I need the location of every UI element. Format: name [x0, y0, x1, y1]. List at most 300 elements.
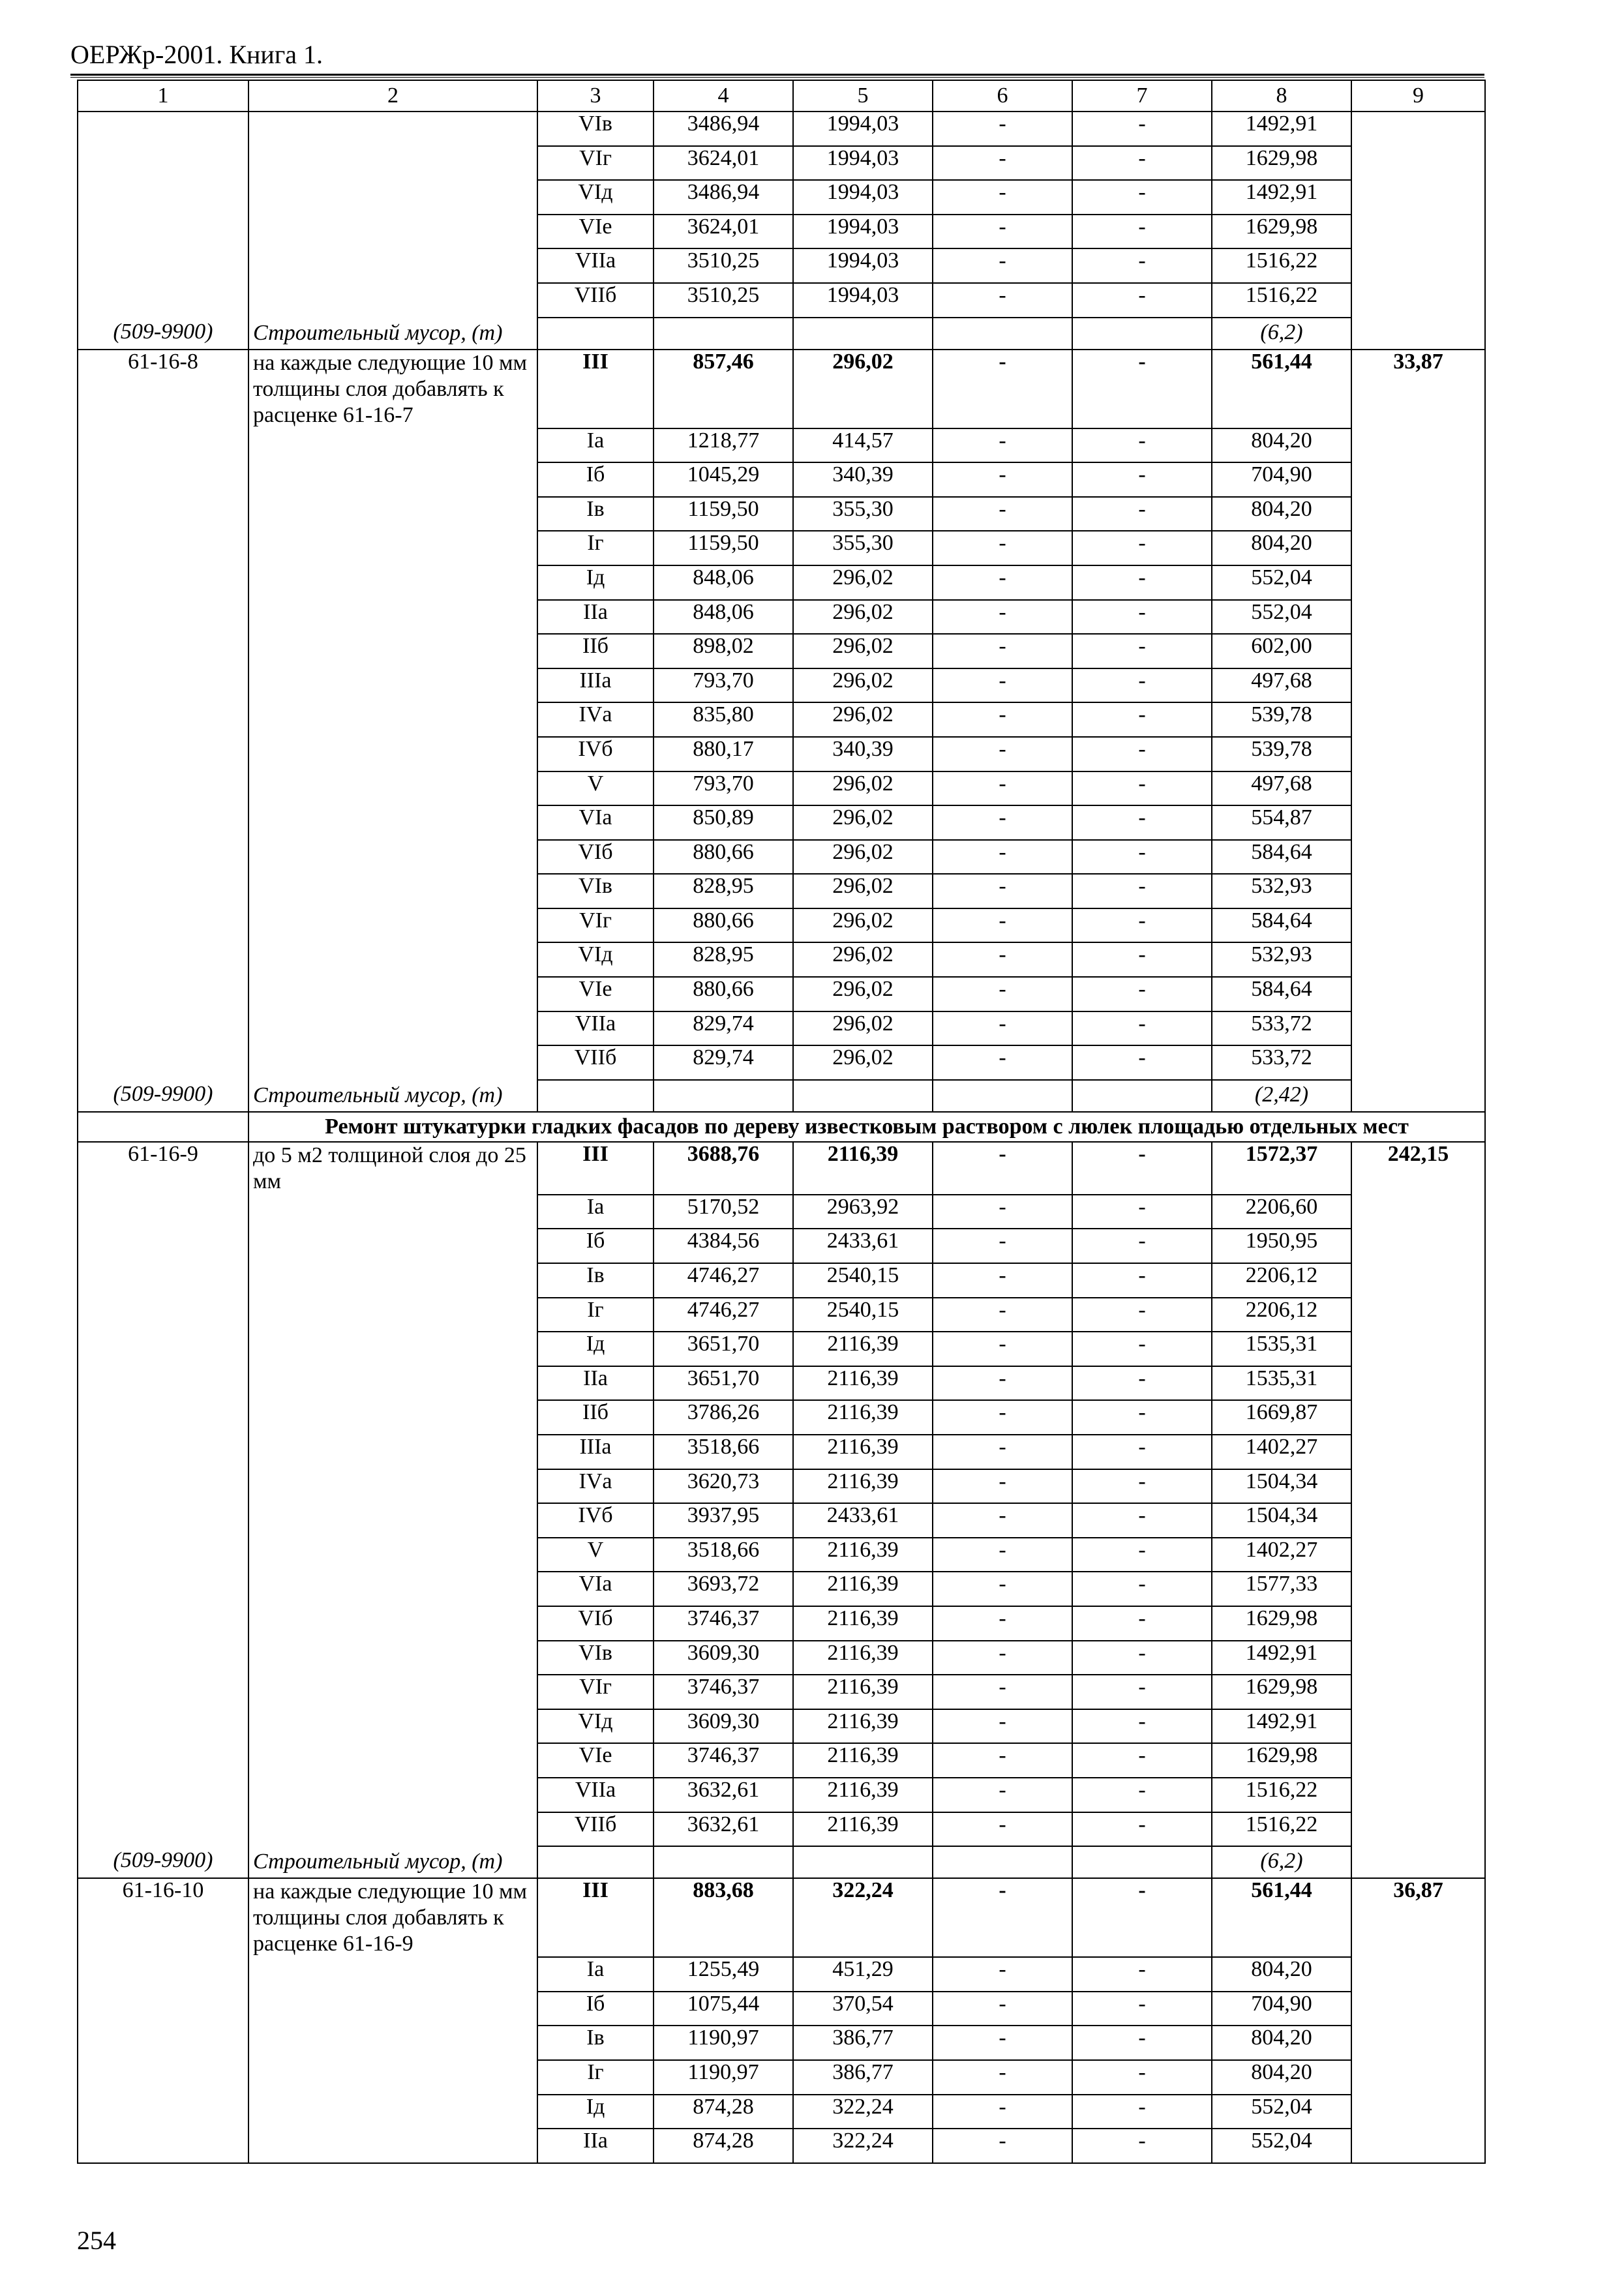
cell-col-8: 2206,12 [1212, 1298, 1351, 1332]
col9-value [1351, 1572, 1485, 1606]
rate-description [248, 2129, 537, 2163]
cell-col-8: 2206,12 [1212, 1263, 1351, 1298]
cell-col-5: 340,39 [793, 462, 933, 497]
rate-description [248, 771, 537, 806]
cell-col-4: 3651,70 [654, 1366, 793, 1401]
rate-description [248, 1538, 537, 1572]
table-row [78, 1011, 1485, 1046]
column-header-9: 9 [1351, 80, 1485, 112]
cell-col-5: 322,24 [793, 2095, 933, 2129]
cell-col-8: 1402,27 [1212, 1538, 1351, 1572]
col9-value [1351, 1641, 1485, 1675]
rate-description [248, 180, 537, 215]
cell-col-4: 3518,66 [654, 1435, 793, 1469]
table-row [78, 146, 1485, 181]
column-header-8: 8 [1212, 80, 1351, 112]
cell-col-8: 552,04 [1212, 2129, 1351, 2163]
col9-value [1351, 1992, 1485, 2026]
cell-col-8: 552,04 [1212, 565, 1351, 600]
col9-value [1351, 702, 1485, 737]
cell-col-7: - [1072, 1878, 1212, 1957]
table-row [78, 668, 1485, 703]
cell-col-3: VIIа [537, 1778, 654, 1812]
cell-col-7: - [1072, 565, 1212, 600]
col9-value: 242,15 [1351, 1142, 1485, 1195]
waste-row [78, 1846, 1485, 1878]
rate-description [248, 600, 537, 635]
col9-value [1351, 977, 1485, 1011]
cell-col-3: IIа [537, 1366, 654, 1401]
rate-description [248, 1992, 537, 2026]
cell-col-7: - [1072, 215, 1212, 249]
col9-value [1351, 1229, 1485, 1263]
rate-code [78, 180, 248, 215]
cell-col-3: IVа [537, 1469, 654, 1504]
cell-col-5: 2116,39 [793, 1606, 933, 1641]
cell-col-3: Iб [537, 1992, 654, 2026]
cell-col-8: 533,72 [1212, 1045, 1351, 1080]
col9-value [1351, 1778, 1485, 1812]
cell-col-5: 1994,03 [793, 180, 933, 215]
cell-col-3: Iв [537, 497, 654, 531]
cell-col-7: - [1072, 1503, 1212, 1538]
cell-col-7: - [1072, 462, 1212, 497]
table-row [78, 1263, 1485, 1298]
rate-code [78, 462, 248, 497]
cell-col-3: IIа [537, 2129, 654, 2163]
cell-col-8: 1629,98 [1212, 146, 1351, 181]
cell-col-5: 1994,03 [793, 146, 933, 181]
cell-col-6: - [933, 1332, 1072, 1366]
cell-col-7: - [1072, 350, 1212, 428]
rate-code [78, 634, 248, 668]
empty-cell [793, 1846, 933, 1878]
cell-col-5: 2116,39 [793, 1538, 933, 1572]
rate-code [78, 1011, 248, 1046]
cell-col-6: - [933, 600, 1072, 635]
rate-code [78, 1538, 248, 1572]
cell-col-4: 3632,61 [654, 1778, 793, 1812]
cell-col-6: - [933, 2060, 1072, 2095]
cell-col-4: 1190,97 [654, 2060, 793, 2095]
cell-col-5: 296,02 [793, 908, 933, 943]
cell-col-3: IIб [537, 1400, 654, 1435]
rate-code [78, 2129, 248, 2163]
cell-col-5: 2116,39 [793, 1142, 933, 1195]
table-row [78, 1709, 1485, 1744]
column-header-4: 4 [654, 80, 793, 112]
col9-value [1351, 1011, 1485, 1046]
rate-description [248, 1229, 537, 1263]
cell-col-6: - [933, 737, 1072, 771]
cell-col-4: 880,66 [654, 908, 793, 943]
col9-value [1351, 1675, 1485, 1709]
empty-cell [1072, 1080, 1212, 1112]
rate-description [248, 1195, 537, 1229]
rate-code [78, 2060, 248, 2095]
cell-col-4: 3609,30 [654, 1709, 793, 1744]
waste-value: (2,42) [1212, 1080, 1351, 1112]
cell-col-6: - [933, 1812, 1072, 1847]
cell-col-8: 533,72 [1212, 1011, 1351, 1046]
cell-col-7: - [1072, 634, 1212, 668]
section-spacer-cell [78, 1112, 248, 1142]
rate-code [78, 1400, 248, 1435]
rate-code [78, 1675, 248, 1709]
cell-col-7: - [1072, 942, 1212, 977]
cell-col-3: Iб [537, 1229, 654, 1263]
cell-col-6: - [933, 350, 1072, 428]
empty-cell [793, 318, 933, 350]
cell-col-8: 532,93 [1212, 942, 1351, 977]
cell-col-3: VIIа [537, 1011, 654, 1046]
col9-value [1351, 215, 1485, 249]
table-row [78, 1503, 1485, 1538]
cell-col-3: Iб [537, 462, 654, 497]
table-row [78, 497, 1485, 531]
cell-col-3: V [537, 771, 654, 806]
cell-col-3: VIб [537, 1606, 654, 1641]
cell-col-5: 2433,61 [793, 1503, 933, 1538]
document-header-title: ОЕРЖр-2001. Книга 1. [70, 40, 323, 69]
cell-col-6: - [933, 702, 1072, 737]
cell-col-7: - [1072, 908, 1212, 943]
rate-code [78, 1641, 248, 1675]
rate-code [78, 1992, 248, 2026]
rate-code [78, 737, 248, 771]
cell-col-7: - [1072, 2026, 1212, 2060]
cell-col-4: 3624,01 [654, 146, 793, 181]
rate-description [248, 1366, 537, 1401]
cell-col-5: 296,02 [793, 874, 933, 908]
col9-value [1351, 318, 1485, 350]
cell-col-5: 2116,39 [793, 1641, 933, 1675]
cell-col-6: - [933, 2129, 1072, 2163]
cell-col-3: VIг [537, 908, 654, 943]
rate-description [248, 428, 537, 463]
cell-col-4: 5170,52 [654, 1195, 793, 1229]
cell-col-5: 355,30 [793, 497, 933, 531]
cell-col-8: 2206,60 [1212, 1195, 1351, 1229]
cell-col-4: 3937,95 [654, 1503, 793, 1538]
col9-value [1351, 1957, 1485, 1992]
cell-col-7: - [1072, 1435, 1212, 1469]
rate-description [248, 565, 537, 600]
cell-col-4: 793,70 [654, 668, 793, 703]
cell-col-7: - [1072, 1263, 1212, 1298]
cell-col-8: 1516,22 [1212, 283, 1351, 318]
cell-col-7: - [1072, 1045, 1212, 1080]
empty-cell [654, 1080, 793, 1112]
cell-col-7: - [1072, 1229, 1212, 1263]
rate-code [78, 908, 248, 943]
cell-col-8: 704,90 [1212, 462, 1351, 497]
cell-col-6: - [933, 565, 1072, 600]
cell-col-3: IIа [537, 600, 654, 635]
cell-col-5: 296,02 [793, 702, 933, 737]
cell-col-6: - [933, 1229, 1072, 1263]
cell-col-8: 1492,91 [1212, 112, 1351, 146]
cell-col-8: 1492,91 [1212, 1709, 1351, 1744]
rate-description [248, 1675, 537, 1709]
cell-col-5: 340,39 [793, 737, 933, 771]
cell-col-5: 322,24 [793, 2129, 933, 2163]
rate-description [248, 1298, 537, 1332]
cell-col-6: - [933, 874, 1072, 908]
col9-value [1351, 112, 1485, 146]
cell-col-4: 857,46 [654, 350, 793, 428]
cell-col-5: 296,02 [793, 565, 933, 600]
cell-col-6: - [933, 1435, 1072, 1469]
cell-col-8: 1535,31 [1212, 1332, 1351, 1366]
table-row [78, 1743, 1485, 1778]
cell-col-4: 3786,26 [654, 1400, 793, 1435]
col9-value [1351, 180, 1485, 215]
cell-col-5: 2116,39 [793, 1366, 933, 1401]
col9-value [1351, 908, 1485, 943]
rate-code [78, 1332, 248, 1366]
rate-description [248, 1812, 537, 1847]
cell-col-3: Iв [537, 2026, 654, 2060]
cell-col-6: - [933, 1263, 1072, 1298]
cell-col-4: 4384,56 [654, 1229, 793, 1263]
cell-col-4: 828,95 [654, 942, 793, 977]
cell-col-8: 602,00 [1212, 634, 1351, 668]
cell-col-5: 2116,39 [793, 1435, 933, 1469]
cell-col-7: - [1072, 1743, 1212, 1778]
table-row [78, 1435, 1485, 1469]
cell-col-7: - [1072, 840, 1212, 875]
waste-description: Строительный мусор, (т) [248, 1080, 537, 1112]
cell-col-6: - [933, 1538, 1072, 1572]
cell-col-7: - [1072, 1469, 1212, 1504]
cell-col-4: 850,89 [654, 805, 793, 840]
cell-col-4: 3510,25 [654, 248, 793, 283]
rate-description [248, 1332, 537, 1366]
cell-col-7: - [1072, 1366, 1212, 1401]
empty-cell [537, 1846, 654, 1878]
table-row [78, 565, 1485, 600]
table-row [78, 1400, 1485, 1435]
cell-col-6: - [933, 428, 1072, 463]
col9-value [1351, 1709, 1485, 1744]
cell-col-7: - [1072, 180, 1212, 215]
cell-col-3: VIд [537, 180, 654, 215]
waste-description: Строительный мусор, (т) [248, 1846, 537, 1878]
table-row [78, 1957, 1485, 1992]
col9-value [1351, 2060, 1485, 2095]
waste-row [78, 318, 1485, 350]
cell-col-4: 1255,49 [654, 1957, 793, 1992]
rate-description [248, 462, 537, 497]
table-row [78, 600, 1485, 635]
cell-col-3: VIд [537, 942, 654, 977]
cell-col-7: - [1072, 1709, 1212, 1744]
table-row [78, 180, 1485, 215]
cell-col-3: Iг [537, 2060, 654, 2095]
column-header-6: 6 [933, 80, 1072, 112]
cell-col-8: 804,20 [1212, 2060, 1351, 2095]
cell-col-8: 704,90 [1212, 1992, 1351, 2026]
col9-value [1351, 2095, 1485, 2129]
rate-code [78, 977, 248, 1011]
cell-col-4: 3486,94 [654, 180, 793, 215]
cell-col-6: - [933, 977, 1072, 1011]
cell-col-6: - [933, 497, 1072, 531]
cell-col-7: - [1072, 1992, 1212, 2026]
rate-code [78, 1435, 248, 1469]
col9-value [1351, 283, 1485, 318]
cell-col-8: 552,04 [1212, 600, 1351, 635]
cell-col-4: 3609,30 [654, 1641, 793, 1675]
cell-col-8: 804,20 [1212, 1957, 1351, 1992]
rate-description [248, 1469, 537, 1504]
cell-col-5: 2116,39 [793, 1332, 933, 1366]
cell-col-4: 1190,97 [654, 2026, 793, 2060]
cell-col-4: 3746,37 [654, 1743, 793, 1778]
table-row [78, 428, 1485, 463]
rate-code [78, 805, 248, 840]
cell-col-8: 1504,34 [1212, 1503, 1351, 1538]
cell-col-7: - [1072, 1606, 1212, 1641]
col9-value [1351, 1080, 1485, 1112]
cell-col-3: VIв [537, 112, 654, 146]
rate-code [78, 1743, 248, 1778]
cell-col-3: III [537, 1142, 654, 1195]
cell-col-4: 828,95 [654, 874, 793, 908]
col9-value [1351, 2129, 1485, 2163]
cell-col-8: 1492,91 [1212, 180, 1351, 215]
rate-description [248, 112, 537, 146]
cell-col-5: 2116,39 [793, 1778, 933, 1812]
cell-col-6: - [933, 146, 1072, 181]
table-row [78, 2095, 1485, 2129]
cell-col-6: - [933, 2095, 1072, 2129]
header-rule-thin [70, 77, 1484, 78]
cell-col-8: 1577,33 [1212, 1572, 1351, 1606]
cell-col-5: 414,57 [793, 428, 933, 463]
cell-col-6: - [933, 634, 1072, 668]
cell-col-5: 296,02 [793, 840, 933, 875]
rate-code [78, 1195, 248, 1229]
table-row [78, 1298, 1485, 1332]
col9-value [1351, 1263, 1485, 1298]
waste-code: (509-9900) [78, 1080, 248, 1112]
cell-col-4: 880,17 [654, 737, 793, 771]
rate-description [248, 668, 537, 703]
table-row [78, 977, 1485, 1011]
cell-col-5: 296,02 [793, 1045, 933, 1080]
col9-value: 33,87 [1351, 350, 1485, 428]
waste-row [78, 1080, 1485, 1112]
col9-value [1351, 248, 1485, 283]
rates-table [77, 80, 1486, 2164]
cell-col-3: VIIб [537, 1812, 654, 1847]
cell-col-4: 1159,50 [654, 531, 793, 565]
cell-col-4: 3651,70 [654, 1332, 793, 1366]
rate-code [78, 840, 248, 875]
empty-cell [654, 318, 793, 350]
rate-code [78, 565, 248, 600]
table-row [78, 1778, 1485, 1812]
rate-description [248, 1011, 537, 1046]
cell-col-4: 3510,25 [654, 283, 793, 318]
cell-col-7: - [1072, 146, 1212, 181]
cell-col-7: - [1072, 2095, 1212, 2129]
empty-cell [1072, 1846, 1212, 1878]
cell-col-6: - [933, 1503, 1072, 1538]
col9-value [1351, 737, 1485, 771]
col9-value [1351, 1045, 1485, 1080]
rate-code [78, 942, 248, 977]
cell-col-7: - [1072, 1778, 1212, 1812]
cell-col-4: 3486,94 [654, 112, 793, 146]
col9-value [1351, 2026, 1485, 2060]
cell-col-3: VIв [537, 874, 654, 908]
cell-col-6: - [933, 908, 1072, 943]
cell-col-5: 2116,39 [793, 1469, 933, 1504]
column-header-5: 5 [793, 80, 933, 112]
cell-col-4: 848,06 [654, 600, 793, 635]
cell-col-6: - [933, 1400, 1072, 1435]
table-row [78, 350, 1485, 428]
cell-col-8: 1629,98 [1212, 1606, 1351, 1641]
cell-col-8: 1629,98 [1212, 215, 1351, 249]
rate-description [248, 1435, 537, 1469]
column-header-2: 2 [248, 80, 537, 112]
rate-code [78, 668, 248, 703]
cell-col-4: 874,28 [654, 2129, 793, 2163]
cell-col-6: - [933, 1606, 1072, 1641]
col9-value [1351, 634, 1485, 668]
col9-value [1351, 1606, 1485, 1641]
column-header-1: 1 [78, 80, 248, 112]
cell-col-4: 835,80 [654, 702, 793, 737]
rate-description [248, 1045, 537, 1080]
table-row [78, 2026, 1485, 2060]
cell-col-5: 296,02 [793, 634, 933, 668]
rate-code [78, 1503, 248, 1538]
cell-col-7: - [1072, 1538, 1212, 1572]
col9-value [1351, 1743, 1485, 1778]
cell-col-7: - [1072, 1957, 1212, 1992]
col9-value [1351, 1298, 1485, 1332]
col9-value [1351, 840, 1485, 875]
cell-col-3: VIIб [537, 283, 654, 318]
cell-col-6: - [933, 805, 1072, 840]
cell-col-4: 1045,29 [654, 462, 793, 497]
cell-col-7: - [1072, 1675, 1212, 1709]
rate-code [78, 1298, 248, 1332]
rate-description [248, 248, 537, 283]
empty-cell [793, 1080, 933, 1112]
cell-col-3: VIб [537, 840, 654, 875]
table-row [78, 215, 1485, 249]
table-row [78, 1469, 1485, 1504]
cell-col-4: 4746,27 [654, 1298, 793, 1332]
rate-description [248, 497, 537, 531]
section-heading-row [78, 1112, 1485, 1142]
table-row [78, 1675, 1485, 1709]
waste-description: Строительный мусор, (т) [248, 318, 537, 350]
rate-description [248, 215, 537, 249]
rate-code: 61-16-8 [78, 350, 248, 428]
rate-description [248, 1709, 537, 1744]
cell-col-6: - [933, 1469, 1072, 1504]
table-row [78, 1992, 1485, 2026]
rate-description [248, 283, 537, 318]
cell-col-7: - [1072, 1572, 1212, 1606]
